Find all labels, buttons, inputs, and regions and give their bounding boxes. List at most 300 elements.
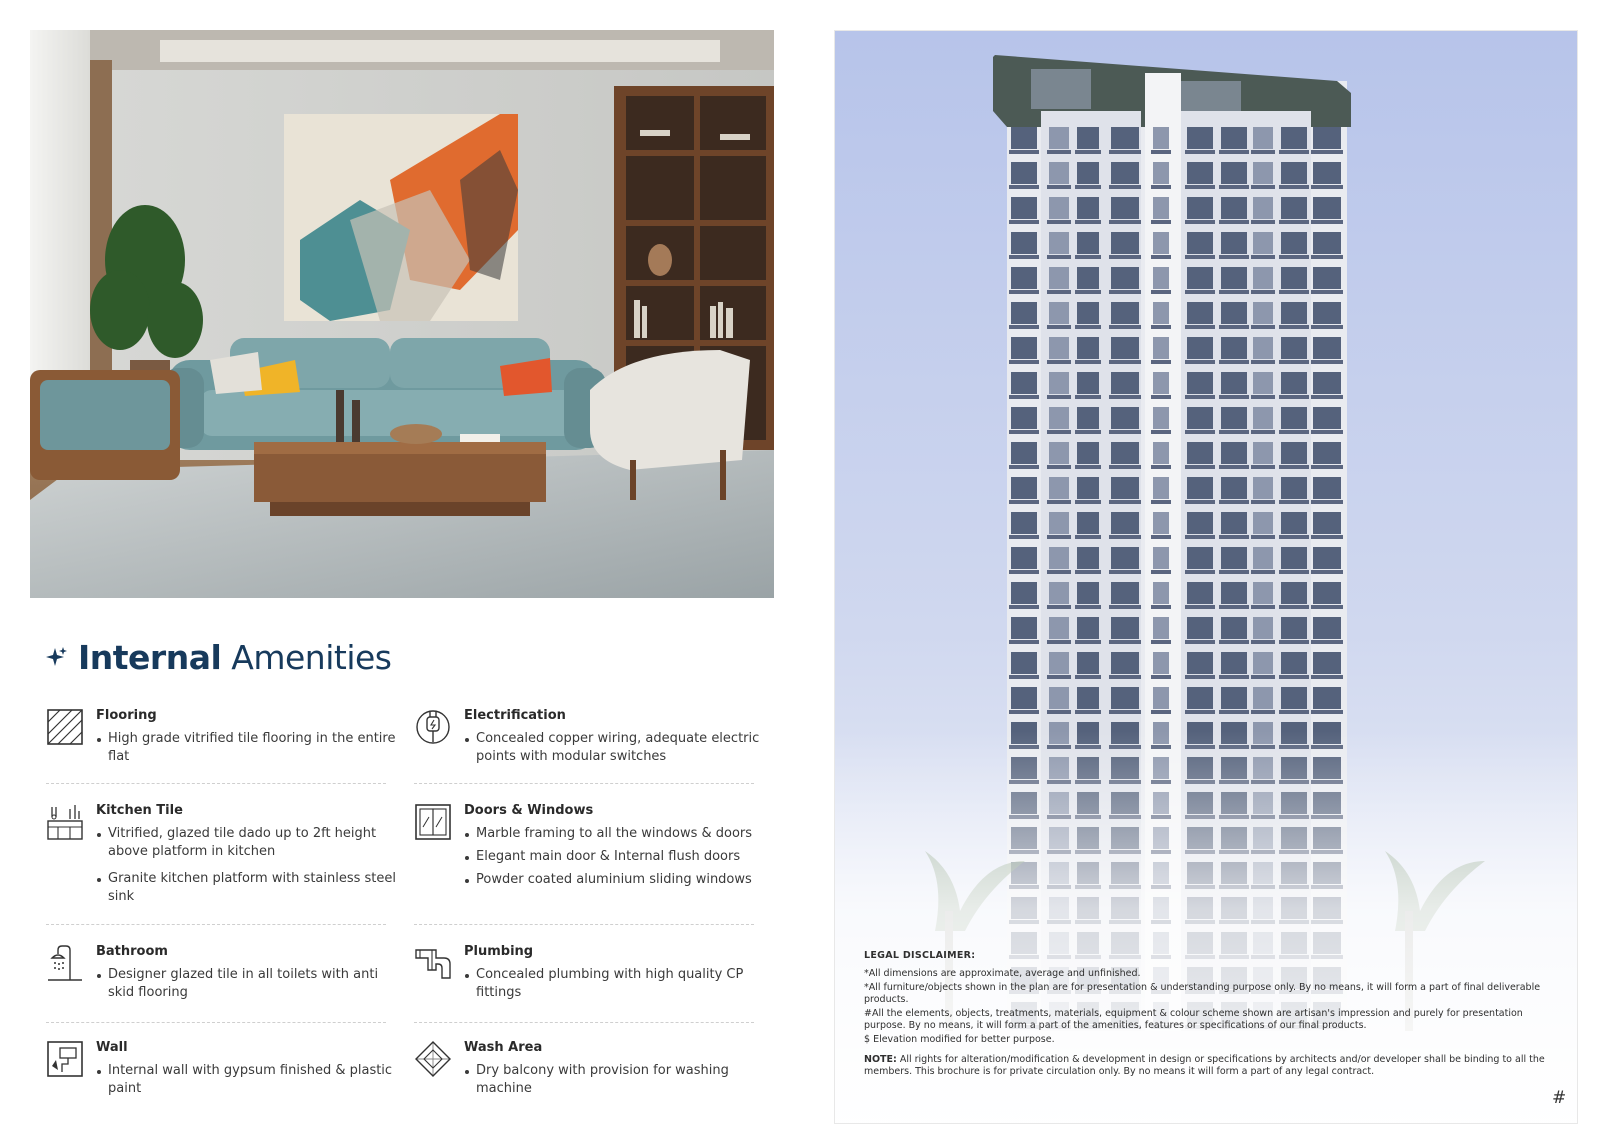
tower-slab — [1311, 710, 1343, 714]
disclaimer-title: LEGAL DISCLAIMER: — [864, 950, 976, 961]
tower-slab — [1251, 325, 1275, 329]
tower-window — [1111, 337, 1139, 359]
heading-bold: Internal — [78, 637, 222, 677]
tower-window — [1111, 582, 1139, 604]
tower-window — [1221, 687, 1247, 709]
tower-window — [1153, 127, 1169, 149]
pipe-icon — [414, 944, 452, 984]
tower-slab — [1219, 640, 1249, 644]
tower-window — [1281, 162, 1307, 184]
tower-window — [1077, 442, 1099, 464]
tower-slab — [1109, 360, 1141, 364]
tower-window — [1281, 477, 1307, 499]
tower-slab — [1075, 640, 1101, 644]
tower-window — [1313, 442, 1341, 464]
tower-window — [1281, 302, 1307, 324]
tower-slab — [1109, 465, 1141, 469]
tower-window — [1111, 547, 1139, 569]
tower-window — [1111, 302, 1139, 324]
tower-slab — [1185, 675, 1215, 679]
tower-window — [1011, 407, 1037, 429]
tower-slab — [1185, 535, 1215, 539]
tower-window — [1187, 512, 1213, 534]
amenity-title: Plumbing — [464, 944, 534, 959]
tower-slab — [1075, 185, 1101, 189]
tower-window — [1281, 372, 1307, 394]
tower-window — [1111, 232, 1139, 254]
tower-window — [1187, 407, 1213, 429]
tower-slab — [1185, 255, 1215, 259]
amenity-title: Doors & Windows — [464, 803, 594, 818]
tower-window — [1187, 162, 1213, 184]
tower-window — [1313, 512, 1341, 534]
tower-slab — [1279, 430, 1309, 434]
tower-slab — [1279, 535, 1309, 539]
heading-light: Amenities — [231, 637, 392, 677]
disclaimer-line: *All furniture/objects shown in the plan are for presentation & understanding purpose only. By no means, it will form a part of final deliverable products. — [864, 982, 1541, 1005]
tower-window — [1111, 652, 1139, 674]
tower-slab — [1151, 430, 1171, 434]
tower-window — [1011, 197, 1037, 219]
tower-slab — [1047, 640, 1071, 644]
tower-window — [1011, 302, 1037, 324]
tower-slab — [1219, 255, 1249, 259]
tower-window — [1313, 547, 1341, 569]
tower-slab — [1075, 570, 1101, 574]
tower-window — [1077, 372, 1099, 394]
tower-slab — [1279, 325, 1309, 329]
tower-slab — [1311, 640, 1343, 644]
sliding-window-icon — [414, 803, 452, 843]
tower-window — [1153, 162, 1169, 184]
tower-window — [1313, 477, 1341, 499]
tower-slab — [1151, 605, 1171, 609]
tower-window — [1187, 547, 1213, 569]
tower-window — [1313, 267, 1341, 289]
plug-icon — [414, 708, 452, 748]
tower-window — [1111, 127, 1139, 149]
tower-slab — [1185, 605, 1215, 609]
tower-slab — [1075, 220, 1101, 224]
tower-window — [1077, 617, 1099, 639]
tower-slab — [1185, 290, 1215, 294]
tower-window — [1253, 547, 1273, 569]
tower-window — [1281, 582, 1307, 604]
tower-window — [1221, 127, 1247, 149]
tower-slab — [1219, 220, 1249, 224]
amenity-item: Elegant main door & Internal flush doors — [464, 848, 764, 866]
disclaimer-line: #All the elements, objects, treatments, materials, equipment & colour scheme shown are artisan's impression and purely for presentation purpose. By no means, it will form a part of the amenities, features or specifications of our final products. — [864, 1008, 1523, 1031]
tower-slab — [1279, 640, 1309, 644]
tower-window — [1221, 617, 1247, 639]
tower-slab — [1009, 290, 1039, 294]
tower-slab — [1009, 255, 1039, 259]
tower-window — [1221, 652, 1247, 674]
tower-window — [1187, 197, 1213, 219]
tower-window — [1313, 197, 1341, 219]
tower-slab — [1151, 325, 1171, 329]
tower-slab — [1251, 430, 1275, 434]
tower-slab — [1219, 465, 1249, 469]
tower-slab — [1219, 605, 1249, 609]
tower-window — [1153, 477, 1169, 499]
tower-slab — [1251, 605, 1275, 609]
tower-slab — [1311, 255, 1343, 259]
tower-window — [1049, 407, 1069, 429]
shower-icon — [46, 944, 84, 984]
tower-slab — [1251, 360, 1275, 364]
tower-window — [1049, 477, 1069, 499]
tower-slab — [1109, 570, 1141, 574]
tower-window — [1253, 512, 1273, 534]
tower-window — [1011, 582, 1037, 604]
tower-slab — [1185, 150, 1215, 154]
tower-slab — [1009, 710, 1039, 714]
tower-slab — [1279, 675, 1309, 679]
tower-window — [1049, 162, 1069, 184]
tower-slab — [1151, 710, 1171, 714]
tower-slab — [1251, 185, 1275, 189]
tower-slab — [1251, 255, 1275, 259]
tower-window — [1313, 687, 1341, 709]
tower-window — [1187, 582, 1213, 604]
tower-window — [1077, 687, 1099, 709]
tower-slab — [1151, 185, 1171, 189]
tower-slab — [1279, 465, 1309, 469]
tower-window — [1077, 232, 1099, 254]
tower-slab — [1311, 185, 1343, 189]
tower-slab — [1151, 675, 1171, 679]
tower-slab — [1075, 150, 1101, 154]
tower-slab — [1311, 325, 1343, 329]
tower-slab — [1311, 675, 1343, 679]
tower-slab — [1185, 185, 1215, 189]
tower-window — [1253, 197, 1273, 219]
tower-window — [1281, 337, 1307, 359]
tower-window — [1281, 232, 1307, 254]
tower-slab — [1047, 290, 1071, 294]
disclaimer-line: *All dimensions are approximate, average and unfinished. — [864, 968, 1141, 979]
divider — [414, 1022, 754, 1023]
tower-window — [1111, 197, 1139, 219]
tower-slab — [1151, 535, 1171, 539]
tower-window — [1313, 582, 1341, 604]
tower-slab — [1047, 255, 1071, 259]
wall-paint-icon — [46, 1040, 84, 1080]
legal-disclaimer — [864, 950, 1554, 1078]
tower-window — [1153, 442, 1169, 464]
tower-window — [1049, 302, 1069, 324]
tower-slab — [1047, 185, 1071, 189]
tower-slab — [1009, 675, 1039, 679]
tower-slab — [1075, 430, 1101, 434]
tower-window — [1077, 302, 1099, 324]
tower-slab — [1185, 430, 1215, 434]
tower-window — [1221, 232, 1247, 254]
tower-window — [1153, 197, 1169, 219]
tower-window — [1011, 127, 1037, 149]
tower-window — [1153, 337, 1169, 359]
tower-slab — [1251, 150, 1275, 154]
tower-slab — [1185, 465, 1215, 469]
tower-window — [1313, 232, 1341, 254]
divider — [46, 924, 386, 925]
tower-slab — [1109, 675, 1141, 679]
tower-slab — [1047, 535, 1071, 539]
tower-window — [1049, 512, 1069, 534]
tower-window — [1253, 442, 1273, 464]
amenity-item: Designer glazed tile in all toilets with anti skid flooring — [96, 966, 396, 1002]
tower-slab — [1219, 675, 1249, 679]
tower-window — [1111, 477, 1139, 499]
tower-window — [1111, 442, 1139, 464]
amenity-title: Kitchen Tile — [96, 803, 183, 818]
tower-window — [1253, 617, 1273, 639]
tower-window — [1049, 652, 1069, 674]
tower-window — [1281, 267, 1307, 289]
tower-window — [1221, 267, 1247, 289]
tower-slab — [1251, 640, 1275, 644]
tower-window — [1313, 127, 1341, 149]
tower-window — [1077, 477, 1099, 499]
tower-slab — [1311, 220, 1343, 224]
tower-slab — [1185, 325, 1215, 329]
tower-window — [1187, 267, 1213, 289]
tower-window — [1011, 372, 1037, 394]
tower-window — [1111, 372, 1139, 394]
tower-slab — [1047, 150, 1071, 154]
tower-slab — [1109, 290, 1141, 294]
tower-window — [1313, 337, 1341, 359]
tower-slab — [1251, 570, 1275, 574]
tower-window — [1011, 687, 1037, 709]
disclaimer-line: $ Elevation modified for better purpose. — [864, 1034, 1055, 1045]
section-heading — [46, 636, 392, 678]
tower-slab — [1251, 395, 1275, 399]
tower-slab — [1075, 675, 1101, 679]
tower-window — [1049, 617, 1069, 639]
tower-slab — [1185, 220, 1215, 224]
tower-window — [1253, 162, 1273, 184]
tower-window — [1313, 617, 1341, 639]
amenity-item: Dry balcony with provision for washing machine — [464, 1062, 764, 1098]
tower-window — [1153, 547, 1169, 569]
divider — [414, 783, 754, 784]
tower-window — [1281, 547, 1307, 569]
tower-slab — [1185, 570, 1215, 574]
tower-window — [1011, 617, 1037, 639]
tower-slab — [1311, 430, 1343, 434]
tower-window — [1077, 267, 1099, 289]
tower-slab — [1279, 290, 1309, 294]
divider — [46, 1022, 386, 1023]
tower-slab — [1151, 465, 1171, 469]
tower-window — [1221, 582, 1247, 604]
tower-window — [1153, 687, 1169, 709]
tower-window — [1187, 337, 1213, 359]
tower-window — [1253, 267, 1273, 289]
tower-slab — [1279, 710, 1309, 714]
tower-window — [1253, 582, 1273, 604]
tower-window — [1049, 582, 1069, 604]
floor-tiles-icon — [46, 708, 84, 748]
tower-window — [1049, 547, 1069, 569]
tower-window — [1221, 407, 1247, 429]
tower-slab — [1279, 220, 1309, 224]
tower-slab — [1311, 500, 1343, 504]
tower-slab — [1047, 360, 1071, 364]
tower-window — [1187, 127, 1213, 149]
tower-slab — [1109, 325, 1141, 329]
tower-window — [1221, 337, 1247, 359]
amenity-item: Concealed copper wiring, adequate electric points with modular switches — [464, 730, 764, 766]
tower-slab — [1009, 640, 1039, 644]
tower-slab — [1151, 640, 1171, 644]
tower-slab — [1075, 465, 1101, 469]
tower-window — [1221, 162, 1247, 184]
tower-slab — [1109, 395, 1141, 399]
tower-window — [1153, 267, 1169, 289]
tower-slab — [1219, 430, 1249, 434]
tower-window — [1049, 267, 1069, 289]
tower-window — [1221, 372, 1247, 394]
tower-slab — [1219, 325, 1249, 329]
tower-window — [1077, 337, 1099, 359]
tower-slab — [1279, 150, 1309, 154]
tower-window — [1313, 407, 1341, 429]
tower-slab — [1185, 395, 1215, 399]
amenity-title: Flooring — [96, 708, 157, 723]
tower-slab — [1009, 185, 1039, 189]
tower-window — [1153, 652, 1169, 674]
sparkle-icon — [46, 646, 68, 668]
tower-slab — [1009, 220, 1039, 224]
tower-window — [1153, 372, 1169, 394]
tower-window — [1187, 372, 1213, 394]
tower-window — [1313, 302, 1341, 324]
tower-window — [1187, 687, 1213, 709]
tower-slab — [1009, 605, 1039, 609]
tower-slab — [1109, 500, 1141, 504]
tower-window — [1011, 442, 1037, 464]
tower-window — [1281, 127, 1307, 149]
tower-slab — [1219, 395, 1249, 399]
tower-window — [1187, 477, 1213, 499]
tower-slab — [1279, 395, 1309, 399]
tower-window — [1077, 547, 1099, 569]
tower-slab — [1311, 360, 1343, 364]
tower-window — [1049, 442, 1069, 464]
tower-slab — [1219, 710, 1249, 714]
tower-window — [1281, 407, 1307, 429]
tower-slab — [1311, 570, 1343, 574]
tower-window — [1187, 302, 1213, 324]
tower-slab — [1219, 360, 1249, 364]
tower-window — [1187, 442, 1213, 464]
amenity-title: Electrification — [464, 708, 566, 723]
living-room-image — [30, 30, 774, 598]
tower-slab — [1219, 500, 1249, 504]
tower-slab — [1151, 360, 1171, 364]
tower-slab — [1075, 395, 1101, 399]
tower-slab — [1219, 535, 1249, 539]
tower-slab — [1251, 500, 1275, 504]
tower-window — [1049, 337, 1069, 359]
tower-slab — [1009, 395, 1039, 399]
tower-slab — [1009, 535, 1039, 539]
tower-slab — [1251, 465, 1275, 469]
tower-slab — [1009, 465, 1039, 469]
tower-window — [1313, 162, 1341, 184]
tower-slab — [1151, 570, 1171, 574]
tower-window — [1011, 652, 1037, 674]
tower-window — [1153, 582, 1169, 604]
tower-slab — [1311, 465, 1343, 469]
tower-slab — [1311, 290, 1343, 294]
tower-slab — [1075, 255, 1101, 259]
tower-window — [1221, 512, 1247, 534]
tower-slab — [1047, 500, 1071, 504]
tower-slab — [1151, 150, 1171, 154]
tower-slab — [1251, 675, 1275, 679]
tower-window — [1221, 547, 1247, 569]
tower-slab — [1009, 500, 1039, 504]
tower-slab — [1219, 570, 1249, 574]
tower-window — [1153, 302, 1169, 324]
wash-area-icon — [414, 1040, 452, 1080]
tower-window — [1077, 127, 1099, 149]
tower-window — [1011, 512, 1037, 534]
kitchen-tile-icon — [46, 803, 84, 843]
tower-slab — [1185, 500, 1215, 504]
tower-window — [1253, 337, 1273, 359]
tower-window — [1077, 512, 1099, 534]
tower-slab — [1047, 675, 1071, 679]
tower-slab — [1009, 570, 1039, 574]
amenity-item: Marble framing to all the windows & doors — [464, 825, 764, 843]
tower-slab — [1151, 255, 1171, 259]
tower-slab — [1251, 220, 1275, 224]
tower-window — [1049, 687, 1069, 709]
tower-slab — [1279, 255, 1309, 259]
amenity-item: Internal wall with gypsum finished & plastic paint — [96, 1062, 396, 1098]
tower-window — [1077, 162, 1099, 184]
tower-slab — [1151, 500, 1171, 504]
tower-slab — [1311, 535, 1343, 539]
amenity-title: Wall — [96, 1040, 128, 1055]
tower-slab — [1311, 605, 1343, 609]
tower-window — [1111, 687, 1139, 709]
tower-window — [1281, 197, 1307, 219]
tower-window — [1011, 337, 1037, 359]
tower-window — [1077, 652, 1099, 674]
tower-window — [1187, 617, 1213, 639]
tower-slab — [1151, 395, 1171, 399]
tower-slab — [1279, 570, 1309, 574]
tower-slab — [1251, 535, 1275, 539]
tower-window — [1253, 302, 1273, 324]
page-marker: # — [1552, 1088, 1567, 1108]
tower-slab — [1185, 710, 1215, 714]
tower-window — [1077, 407, 1099, 429]
disclaimer-note — [864, 1054, 1554, 1078]
tower-window — [1253, 407, 1273, 429]
tower-slab — [1075, 360, 1101, 364]
tower-slab — [1075, 535, 1101, 539]
tower-slab — [1185, 360, 1215, 364]
tower-window — [1221, 302, 1247, 324]
tower-slab — [1109, 710, 1141, 714]
